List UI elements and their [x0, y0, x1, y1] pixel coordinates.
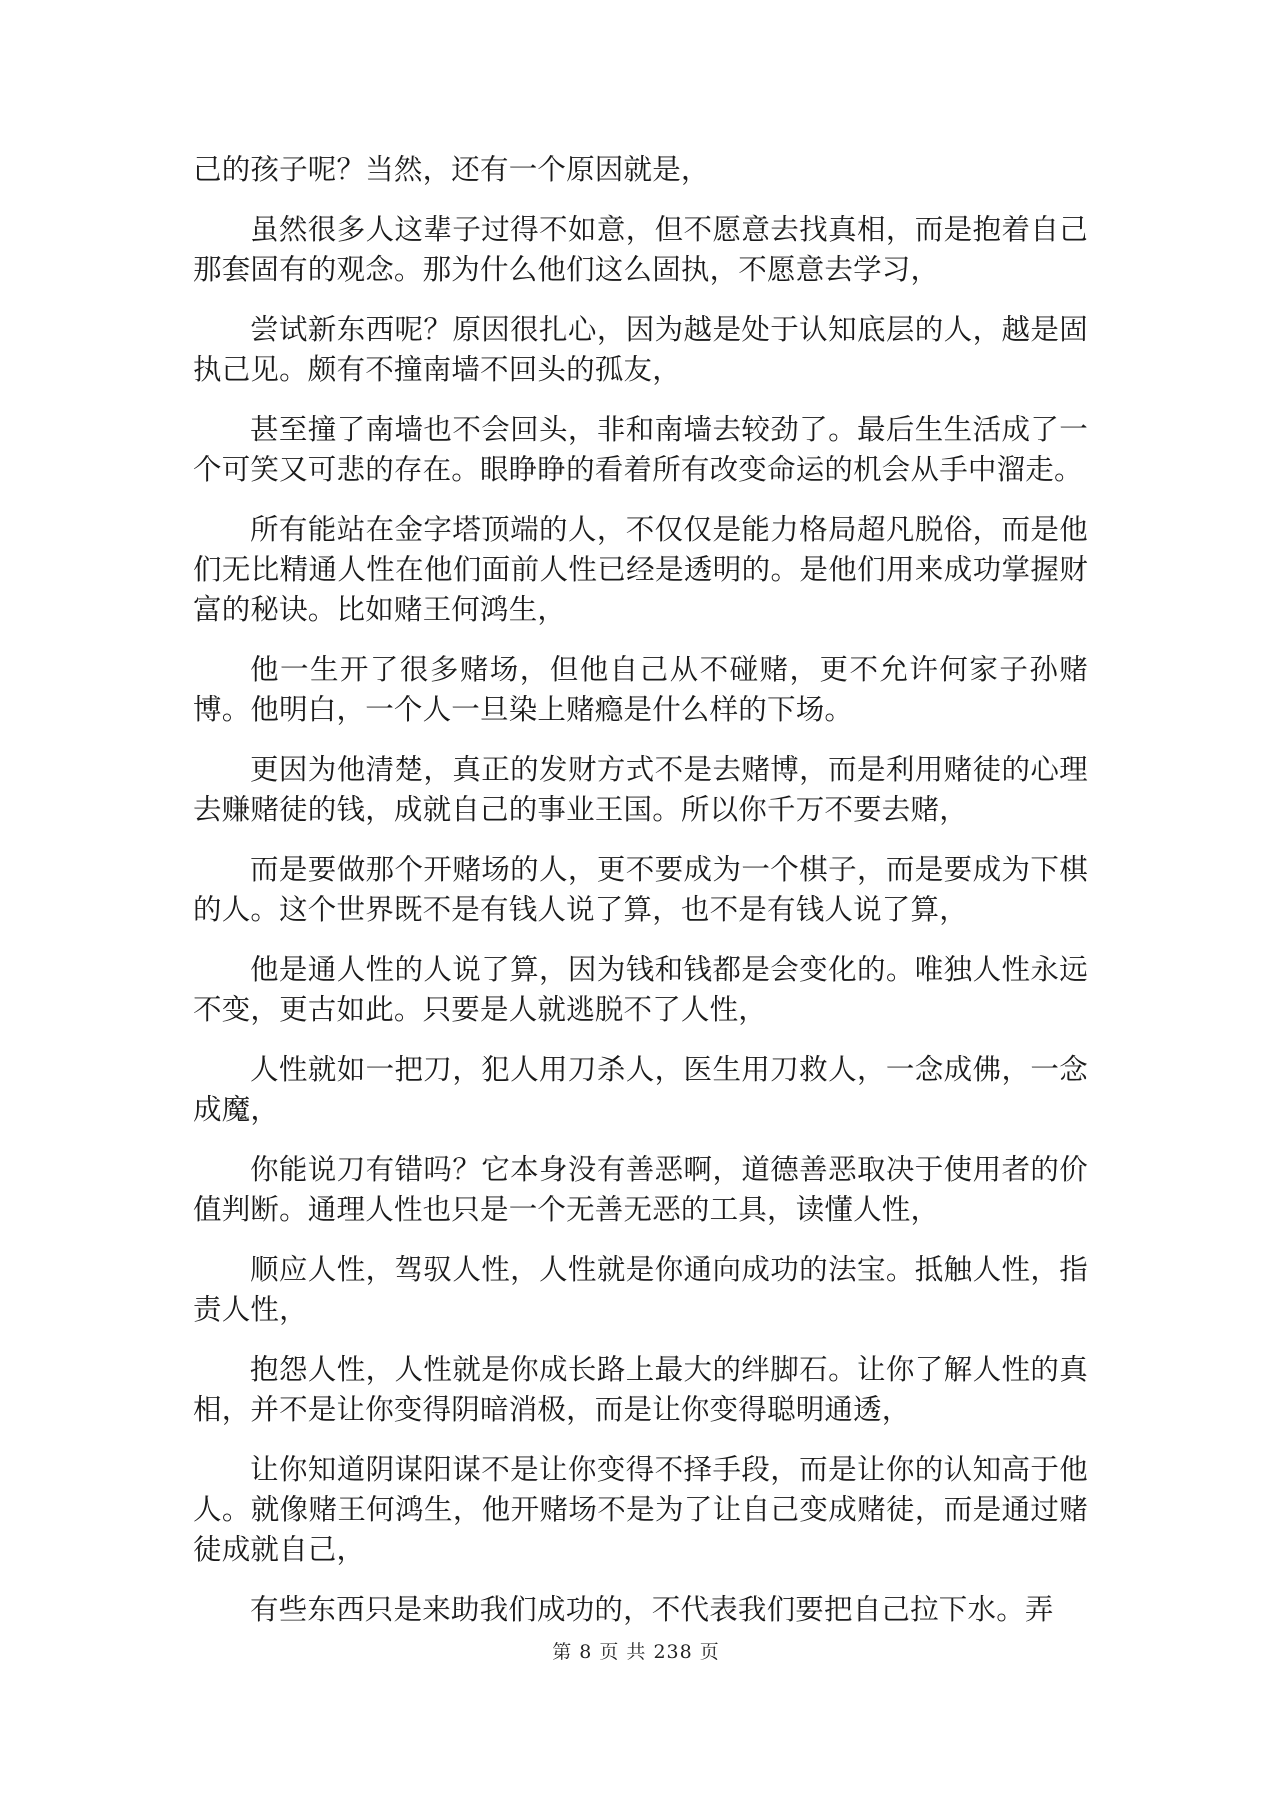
- paragraph: 抱怨人性，人性就是你成长路上最大的绊脚石。让你了解人性的真相，并不是让你变得阴暗消极，而是让你变得聪明通透，: [193, 1353, 1088, 1426]
- body-text: [193, 150, 1088, 1650]
- paragraph: 所有能站在金字塔顶端的人，不仅仅是能力格局超凡脱俗，而是他们无比精通人性在他们面前人性已经是透明的。是他们用来成功掌握财富的秘诀。比如赌王何鸿生，: [193, 513, 1088, 626]
- paragraph: 他是通人性的人说了算，因为钱和钱都是会变化的。唯独人性永远不变，更古如此。只要是人就逃脱不了人性，: [193, 953, 1088, 1026]
- paragraph: 虽然很多人这辈子过得不如意，但不愿意去找真相，而是抱着自己那套固有的观念。那为什么他们这么固执，不愿意去学习，: [193, 213, 1088, 286]
- paragraph: 更因为他清楚，真正的发财方式不是去赌博，而是利用赌徒的心理去赚赌徒的钱，成就自己的事业王国。所以你千万不要去赌，: [193, 753, 1088, 826]
- paragraph: 甚至撞了南墙也不会回头，非和南墙去较劲了。最后生生活成了一个可笑又可悲的存在。眼睁睁的看着所有改变命运的机会从手中溜走。: [193, 413, 1088, 486]
- paragraph: 而是要做那个开赌场的人，更不要成为一个棋子，而是要成为下棋的人。这个世界既不是有钱人说了算，也不是有钱人说了算，: [193, 853, 1088, 926]
- paragraph: 顺应人性，驾驭人性，人性就是你通向成功的法宝。抵触人性，指责人性，: [193, 1253, 1088, 1326]
- paragraph: 有些东西只是来助我们成功的，不代表我们要把自己拉下水。弄: [250, 1593, 1054, 1626]
- paragraph: 人性就如一把刀，犯人用刀杀人，医生用刀救人，一念成佛，一念成魔，: [193, 1053, 1088, 1126]
- paragraph: 他一生开了很多赌场，但他自己从不碰赌，更不允许何家子孙赌博。他明白，一个人一旦染上赌瘾是什么样的下场。: [193, 653, 1088, 726]
- paragraph: 让你知道阴谋阳谋不是让你变得不择手段，而是让你的认知高于他人。就像赌王何鸿生，他开赌场不是为了让自己变成赌徒，而是通过赌徒成就自己，: [193, 1453, 1088, 1566]
- page-number-footer: 第 8 页 共 238 页: [552, 1641, 720, 1663]
- paragraph: 你能说刀有错吗？它本身没有善恶啊，道德善恶取决于使用者的价值判断。通理人性也只是一个无善无恶的工具，读懂人性，: [193, 1153, 1088, 1226]
- paragraph: 己的孩子呢？当然，还有一个原因就是，: [193, 153, 710, 186]
- paragraph: 尝试新东西呢？原因很扎心，因为越是处于认知底层的人，越是固执己见。颇有不撞南墙不回头的孤友，: [193, 313, 1088, 386]
